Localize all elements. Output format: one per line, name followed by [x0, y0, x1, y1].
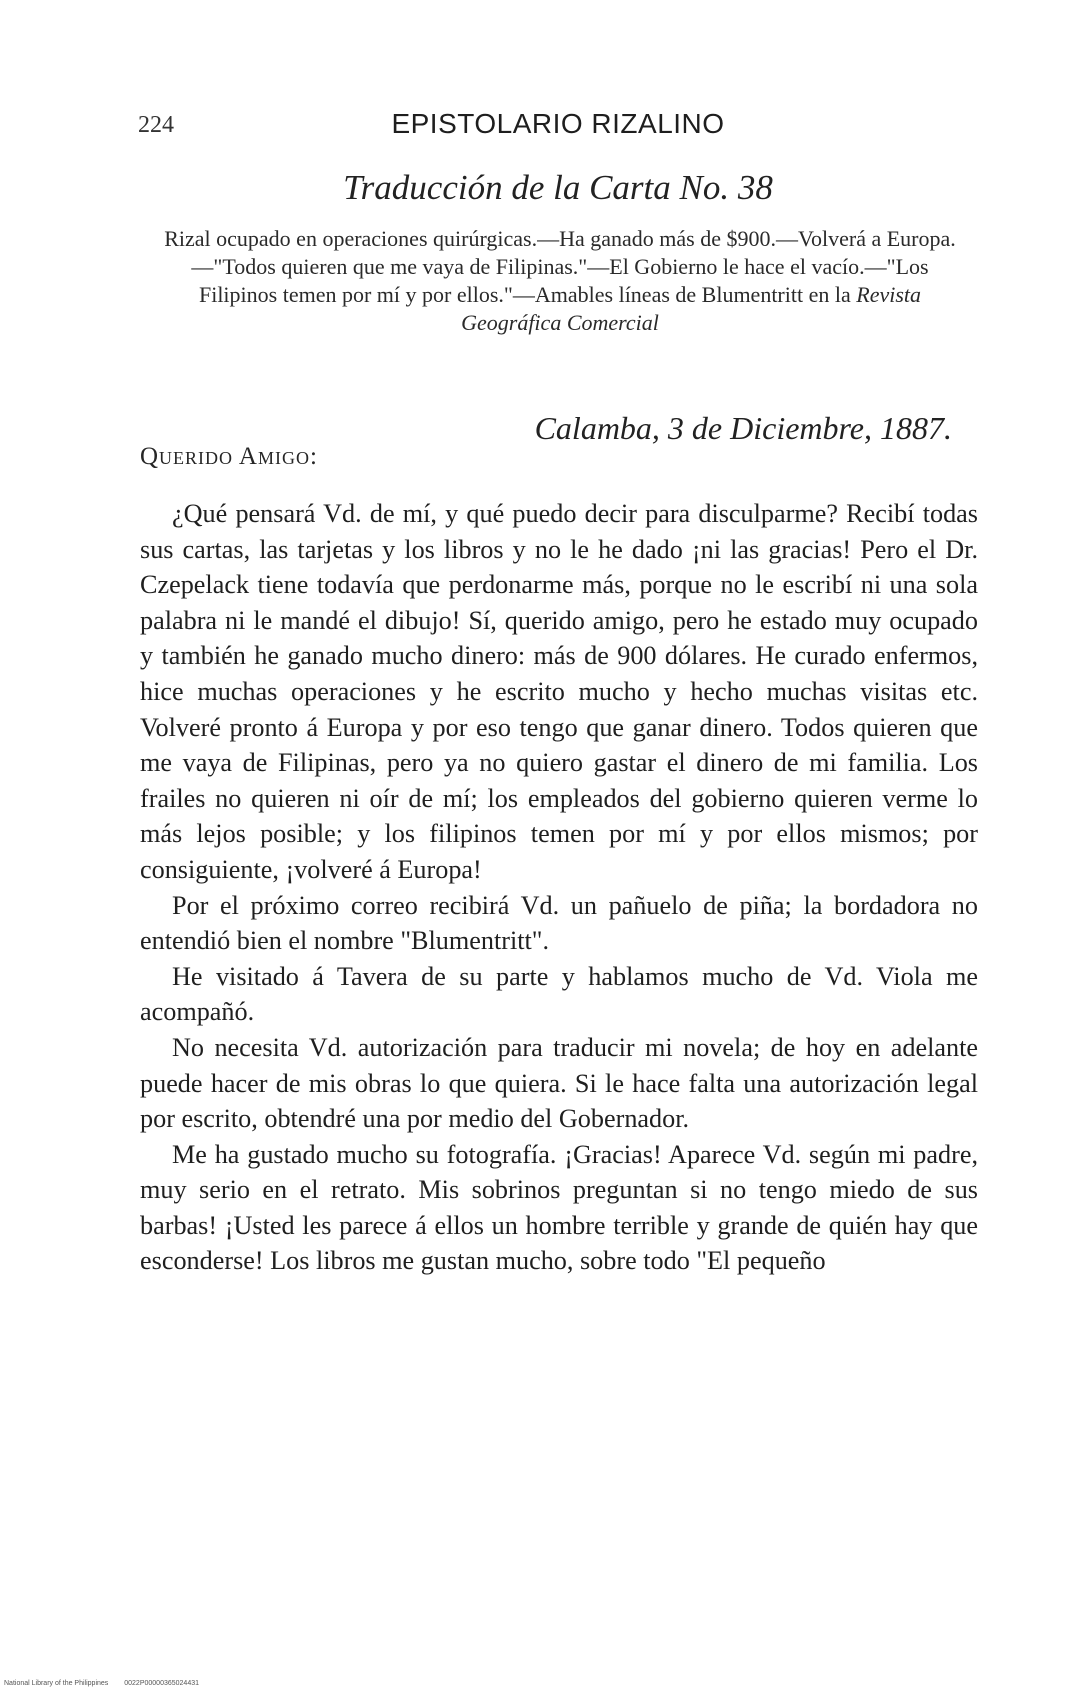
letter-dateline: Calamba, 3 de Diciembre, 1887.: [534, 410, 952, 446]
page-number: 224: [138, 112, 174, 138]
body-paragraph: Por el próximo correo recibirá Vd. un pañuelo de piña; la bordadora no entendió bien el nombre "Blumentritt".: [140, 890, 978, 956]
footer-library: National Library of the Philippines: [4, 1680, 109, 1687]
scan-footer: [4, 1680, 213, 1687]
body-paragraph: He visitado á Tavera de su parte y hablamos mucho de Vd. Viola me acompañó.: [140, 961, 978, 1027]
letter-body: [140, 496, 978, 1279]
body-paragraph: ¿Qué pensará Vd. de mí, y qué puedo decir para disculparme? Recibí todas sus cartas, las tarjetas y los libros y no le he dado ¡ni las gracias! Pero el Dr. Czepelack tiene todavía que perdonarme más, porque no le escribí ni una sola palabra ni le mandé el dibujo! Sí, querido amigo, pero he estado muy ocupado y también he ganado mucho dinero: más de 900 dólares. He curado enfermos, hice muchas operaciones y he escrito mucho y hecho muchas visitas etc. Volveré pronto á Europa y por eso tengo que ganar dinero. Todos quieren que me vaya de Filipinas, pero ya no quiero gastar el dinero de mi familia. Los frailes no quieren ni oír de mí; los empleados del gobierno quieren verme lo más lejos posible; y los filipinos temen por mí y por ellos mismos; por consiguiente, ¡volveré á Europa!: [140, 499, 978, 884]
footer-identifier: 0022P00000365024431: [124, 1680, 199, 1687]
book-title: EPISTOLARIO RIZALINO: [391, 108, 725, 139]
summary-italic-reference: Revista Geográfica Comercial: [461, 282, 922, 335]
body-paragraph: No necesita Vd. autorización para traducir mi novela; de hoy en adelante puede hacer de mis obras lo que quiera. Si le hace falta una autorización legal por escrito, obtendré una por medio del Gobernador.: [140, 1032, 978, 1134]
running-head: [138, 108, 978, 148]
letter-salutation: Querido Amigo:: [140, 443, 318, 470]
letter-summary: [160, 225, 960, 337]
chapter-title: Traducción de la Carta No. 38: [343, 168, 773, 207]
body-paragraph: Me ha gustado mucho su fotografía. ¡Gracias! Aparece Vd. según mi padre, muy serio en el retrato. Mis sobrinos preguntan si no tengo miedo de sus barbas! ¡Usted les parece á ellos un hombre terrible y grande de quién hay que esconderse! Los libros me gustan mucho, sobre todo "El pequeño: [140, 1139, 978, 1276]
summary-text: Rizal ocupado en operaciones quirúrgicas.—Ha ganado más de $900.—Volverá a Europa.—"Todos quieren que me vaya de Filipinas."—El Gobierno le hace el vacío.—"Los Filipinos temen por mí y por ellos."—Amables líneas de Blumentritt en la: [164, 226, 956, 307]
